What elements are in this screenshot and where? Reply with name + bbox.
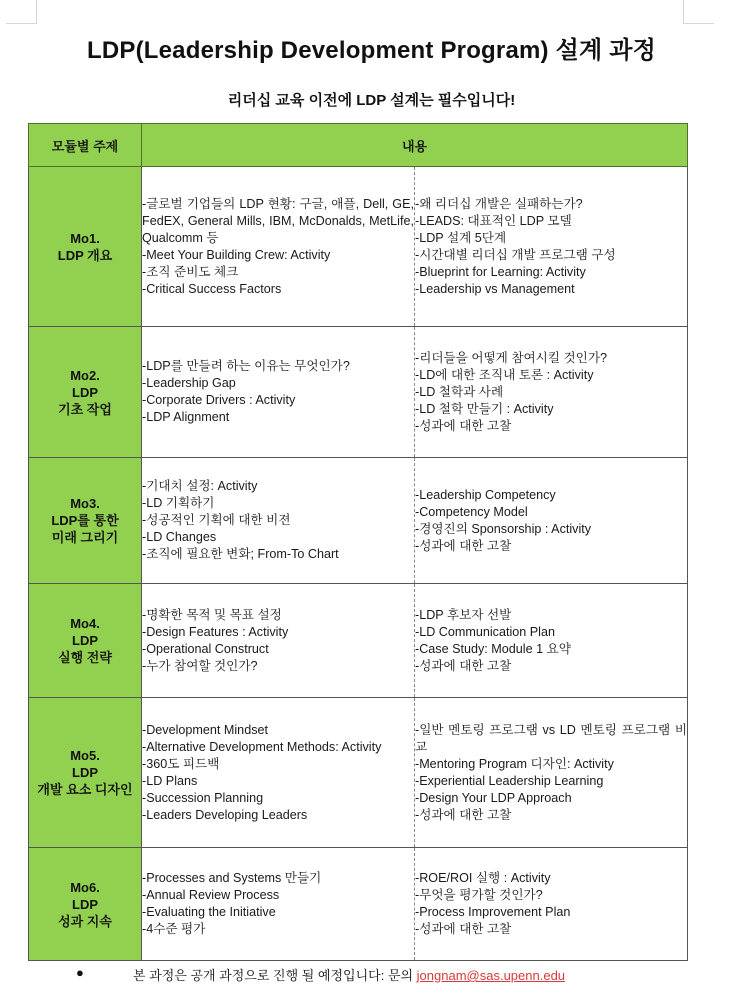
- module-cell-mo5: [29, 698, 142, 848]
- content-item: -Design Your LDP Approach: [415, 790, 572, 805]
- content-item: -기대치 설정: Activity: [142, 479, 258, 493]
- module-name: 성과 지속: [58, 913, 112, 929]
- ldp-curriculum-table: [28, 123, 688, 961]
- content-item: -조직 준비도 체크: [142, 264, 239, 279]
- content-item: -Annual Review Process: [142, 888, 280, 902]
- content-item: -LD Changes: [142, 530, 217, 544]
- content-item: -Competency Model: [415, 504, 528, 519]
- content-item: -Design Features : Activity: [142, 624, 289, 639]
- module-cell-mo1: [29, 167, 142, 327]
- content-item: -성공적인 기획에 대한 비젼: [142, 513, 291, 527]
- content-item: -성과에 대한 고찰: [415, 658, 512, 673]
- content-right-mo3: [415, 458, 688, 584]
- content-item: -Case Study: Module 1 요약: [415, 641, 571, 656]
- content-item: -Alternative Development Methods: Activity: [142, 739, 382, 754]
- content-item: -글로벌 기업들의 LDP 현황: 구글, 애플, Dell, GE, FedEX, General Mills, IBM, McDonalds, MetLife, Qualcomm 등: [142, 196, 414, 245]
- content-item: -왜 리더십 개발은 실패하는가?: [415, 196, 583, 211]
- footer-message: 본 과정은 공개 과정으로 진행 될 예정입니다: 문의: [133, 968, 417, 983]
- content-item: -LD Plans: [142, 773, 198, 788]
- content-item: -Leadership vs Management: [415, 281, 575, 296]
- module-name: LDP: [72, 384, 98, 400]
- content-left-mo6: [142, 848, 415, 961]
- content-item: -LD 철학과 사례: [415, 384, 504, 399]
- content-right-mo6: [415, 848, 688, 961]
- page-corner-mark-right: [683, 0, 714, 24]
- content-item: -ROE/ROI 실행 : Activity: [415, 871, 551, 885]
- content-item: -조직에 필요한 변화; From-To Chart: [142, 547, 339, 561]
- content-item: -명확한 목적 및 목표 설정: [142, 607, 282, 622]
- content-item: -경영진의 Sponsorship : Activity: [415, 521, 592, 536]
- module-name: LDP: [72, 896, 98, 912]
- content-item: -리더들을 어떻게 참여시킬 것인가?: [415, 350, 608, 365]
- content-left-mo4: [142, 584, 415, 698]
- content-left-mo2: [142, 327, 415, 458]
- page-corner-mark-left: [6, 0, 37, 24]
- content-item: -성과에 대한 고찰: [415, 418, 512, 433]
- content-left-mo3: [142, 458, 415, 584]
- module-code: Mo5.: [70, 748, 100, 763]
- content-right-mo4: [415, 584, 688, 698]
- footer-text: [133, 965, 565, 984]
- content-item: -Leadership Gap: [142, 376, 236, 390]
- content-item: -LD 기획하기: [142, 496, 215, 510]
- content-item: -LEADS: 대표적인 LDP 모델: [415, 213, 572, 228]
- content-item: -LD에 대한 조직내 토론 : Activity: [415, 367, 594, 382]
- table-row-mo3: [29, 458, 688, 584]
- module-code: Mo4.: [70, 616, 100, 631]
- content-item: -Processes and Systems 만들기: [142, 871, 322, 885]
- content-item: -Development Mindset: [142, 722, 268, 737]
- header-module-topic: 모듈별 주제: [29, 124, 142, 167]
- module-code: Mo2.: [70, 367, 100, 383]
- contact-email-link[interactable]: jongnam@sas.upenn.edu: [416, 968, 566, 983]
- module-code: Mo6.: [70, 879, 100, 895]
- content-item: -Meet Your Building Crew: Activity: [142, 247, 331, 262]
- content-item: -LD 철학 만들기 : Activity: [415, 401, 554, 416]
- content-item: -Evaluating the Initiative: [142, 905, 276, 919]
- content-item: -LD Communication Plan: [415, 624, 555, 639]
- content-item: -성과에 대한 고찰: [415, 538, 512, 553]
- content-item: -Operational Construct: [142, 641, 269, 656]
- module-code: Mo3.: [70, 496, 100, 511]
- table-row-mo4: [29, 584, 688, 698]
- content-item: -Succession Planning: [142, 790, 264, 805]
- content-item: -Corporate Drivers : Activity: [142, 393, 296, 407]
- table-row-mo1: [29, 167, 688, 327]
- content-item: -누가 참여할 것인가?: [142, 658, 258, 673]
- content-left-mo1: [142, 167, 415, 327]
- content-left-mo5: [142, 698, 415, 848]
- table-row-mo5: [29, 698, 688, 848]
- content-item: -Leadership Competency: [415, 487, 556, 502]
- table-header-row: [29, 124, 688, 167]
- table-row-mo6: [29, 848, 688, 961]
- module-name: 실행 전략: [58, 650, 112, 665]
- module-name: 미래 그리기: [51, 530, 119, 545]
- module-cell-mo3: [29, 458, 142, 584]
- content-item: -Process Improvement Plan: [415, 905, 571, 919]
- content-item: -무엇을 평가할 것인가?: [415, 888, 543, 902]
- module-name: 개발 요소 디자인: [37, 782, 133, 797]
- module-name: LDP 개요: [57, 247, 113, 263]
- content-item: -4수준 평가: [142, 922, 206, 936]
- content-item: -LDP를 만들려 하는 이유는 무엇인가?: [142, 359, 350, 373]
- document-title: LDP(Leadership Development Program) 설계 과정: [86, 37, 657, 64]
- content-item: -LDP 후보자 선발: [415, 607, 512, 622]
- content-item: -일반 멘토링 프로그램 vs LD 멘토링 프로그램 비교: [415, 722, 687, 754]
- content-item: -성과에 대한 고찰: [415, 807, 512, 822]
- table-row-mo2: [29, 327, 688, 458]
- module-name: 기초 작업: [58, 401, 112, 417]
- content-item: -LDP 설계 5단계: [415, 230, 507, 245]
- content-item: -Leaders Developing Leaders: [142, 807, 308, 822]
- header-content: 내용: [142, 124, 688, 167]
- content-item: -시간대별 리더십 개발 프로그램 구성: [415, 247, 616, 262]
- module-cell-mo4: [29, 584, 142, 698]
- content-right-mo2: [415, 327, 688, 458]
- module-name: LDP: [72, 633, 98, 648]
- module-code: Mo1.: [70, 230, 100, 246]
- document-subtitle: 리더십 교육 이전에 LDP 설계는 필수입니다!: [227, 92, 516, 109]
- content-right-mo1: [415, 167, 688, 327]
- content-item: -Blueprint for Learning: Activity: [415, 264, 586, 279]
- module-cell-mo2: [29, 327, 142, 458]
- content-right-mo5: [415, 698, 688, 848]
- content-item: -성과에 대한 고찰: [415, 922, 512, 936]
- content-item: -Mentoring Program 디자인: Activity: [415, 756, 614, 771]
- content-item: -Critical Success Factors: [142, 281, 282, 296]
- module-name: LDP: [72, 765, 98, 780]
- bullet-icon: ●: [76, 965, 84, 980]
- module-name: LDP를 통한: [51, 513, 119, 528]
- content-item: -360도 피드백: [142, 756, 220, 771]
- module-cell-mo6: [29, 848, 142, 961]
- content-item: -Experiential Leadership Learning: [415, 773, 604, 788]
- content-item: -LDP Alignment: [142, 410, 230, 424]
